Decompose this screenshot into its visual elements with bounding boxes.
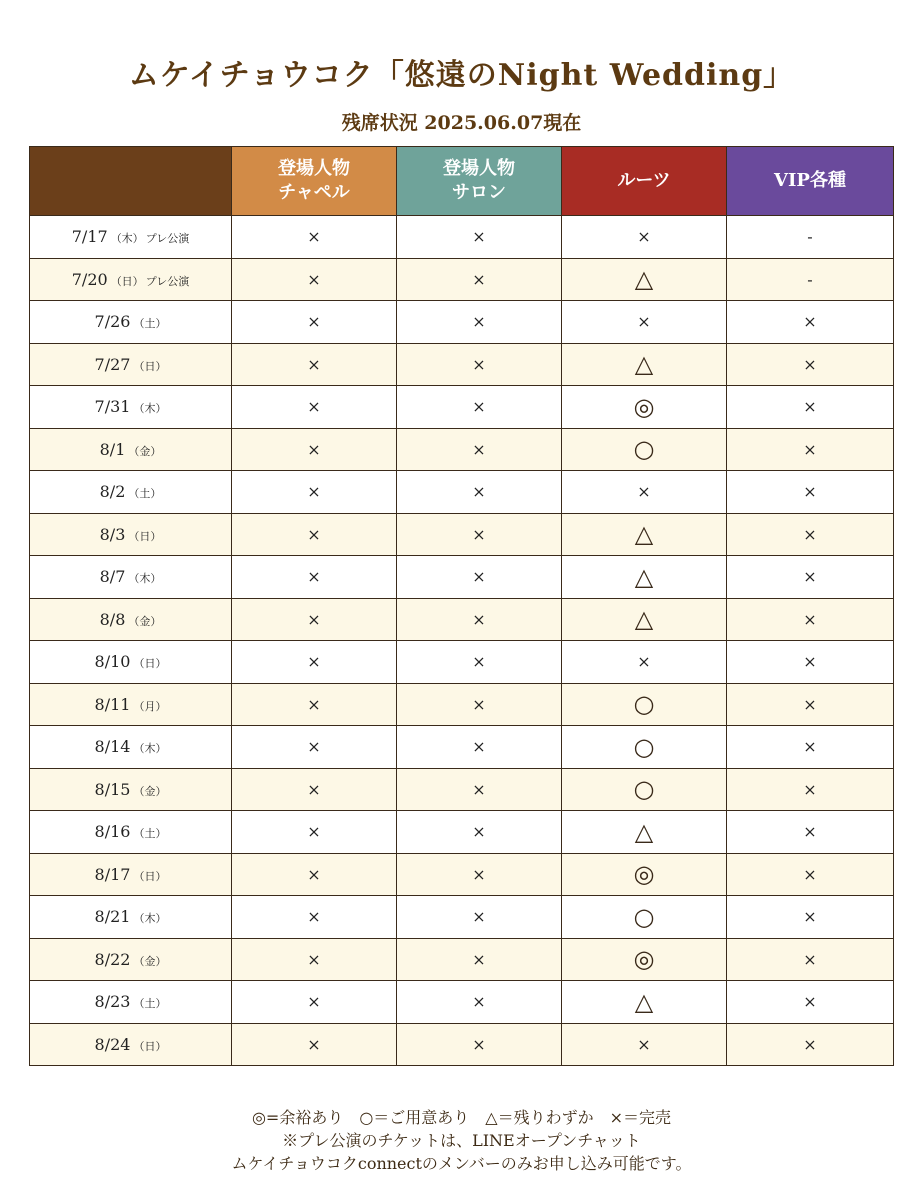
day-of-week: （金）	[128, 614, 162, 628]
date-cell	[30, 471, 232, 514]
legend	[0, 1106, 923, 1175]
date-cell	[30, 683, 232, 726]
status-cell-roots: ×	[562, 1023, 727, 1066]
status-cell-chapel: ×	[232, 428, 397, 471]
header-salon-line1: 登場人物	[443, 158, 515, 179]
status-cell-roots: △	[562, 981, 727, 1024]
status-cell-salon: ×	[397, 471, 562, 514]
status-cell-salon: ×	[397, 513, 562, 556]
status-cell-vip: ×	[727, 938, 894, 981]
status-cell-chapel: ×	[232, 301, 397, 344]
date-cell	[30, 811, 232, 854]
status-cell-roots: ×	[562, 641, 727, 684]
status-cell-vip: ×	[727, 811, 894, 854]
header-chapel	[232, 147, 397, 216]
date-value: 8/22	[94, 949, 131, 969]
day-of-week: （金）	[128, 444, 162, 458]
date-value: 8/17	[94, 864, 131, 884]
status-cell-chapel: ×	[232, 726, 397, 769]
date-value: 7/27	[94, 354, 131, 374]
status-cell-chapel: ×	[232, 896, 397, 939]
header-salon	[397, 147, 562, 216]
date-cell	[30, 343, 232, 386]
status-cell-salon: ×	[397, 853, 562, 896]
status-cell-salon: ×	[397, 811, 562, 854]
date-value: 7/20	[71, 269, 108, 289]
table-row	[30, 513, 894, 556]
date-cell	[30, 386, 232, 429]
table-row	[30, 768, 894, 811]
status-cell-salon: ×	[397, 896, 562, 939]
status-cell-salon: ×	[397, 556, 562, 599]
status-cell-chapel: ×	[232, 938, 397, 981]
date-cell	[30, 428, 232, 471]
status-cell-chapel: ×	[232, 683, 397, 726]
status-cell-roots: ◎	[562, 386, 727, 429]
date-cell	[30, 258, 232, 301]
table-header-row	[30, 147, 894, 216]
table-row	[30, 301, 894, 344]
status-cell-chapel: ×	[232, 343, 397, 386]
status-cell-roots: ×	[562, 301, 727, 344]
table-row	[30, 1023, 894, 1066]
table-row	[30, 726, 894, 769]
legend-symbols: ◎=余裕あり ○＝ご用意あり △＝残りわずか ×＝完売	[251, 1108, 672, 1127]
status-cell-chapel: ×	[232, 768, 397, 811]
status-cell-roots: ◎	[562, 853, 727, 896]
status-cell-roots: △	[562, 598, 727, 641]
status-cell-vip: ×	[727, 301, 894, 344]
status-cell-salon: ×	[397, 343, 562, 386]
status-cell-vip: ×	[727, 981, 894, 1024]
status-cell-chapel: ×	[232, 853, 397, 896]
header-chapel-line1: 登場人物	[278, 158, 350, 179]
status-cell-salon: ×	[397, 1023, 562, 1066]
header-chapel-line2: チャペル	[278, 182, 350, 203]
status-cell-salon: ×	[397, 768, 562, 811]
day-of-week: （木）	[110, 232, 144, 246]
table-row	[30, 641, 894, 684]
header-vip-label: VIP各種	[774, 170, 846, 191]
day-of-week: （日）	[133, 657, 167, 671]
status-cell-salon: ×	[397, 598, 562, 641]
status-cell-roots: ○	[562, 683, 727, 726]
date-value: 8/3	[99, 524, 126, 544]
day-of-week: （土）	[133, 997, 167, 1011]
day-of-week: （土）	[133, 317, 167, 331]
day-of-week: （土）	[133, 827, 167, 841]
status-cell-chapel: ×	[232, 981, 397, 1024]
status-cell-chapel: ×	[232, 598, 397, 641]
status-cell-roots: △	[562, 343, 727, 386]
date-value: 7/17	[71, 227, 108, 247]
date-value: 8/23	[94, 992, 131, 1012]
date-value: 8/14	[94, 737, 131, 757]
status-cell-salon: ×	[397, 428, 562, 471]
day-of-week: （土）	[128, 487, 162, 501]
date-cell	[30, 938, 232, 981]
day-of-week: （木）	[133, 742, 167, 756]
day-of-week: （木）	[133, 912, 167, 926]
table-row	[30, 386, 894, 429]
date-value: 8/16	[94, 822, 131, 842]
status-cell-roots: △	[562, 513, 727, 556]
status-cell-roots: △	[562, 556, 727, 599]
day-of-week: （月）	[133, 699, 167, 713]
status-cell-roots: △	[562, 258, 727, 301]
table-row	[30, 853, 894, 896]
date-cell	[30, 556, 232, 599]
date-cell	[30, 853, 232, 896]
day-of-week: （金）	[133, 784, 167, 798]
status-cell-vip: ×	[727, 471, 894, 514]
date-cell	[30, 641, 232, 684]
day-of-week: （日）	[128, 529, 162, 543]
table-row	[30, 598, 894, 641]
status-cell-chapel: ×	[232, 556, 397, 599]
status-cell-vip: -	[727, 258, 894, 301]
status-cell-salon: ×	[397, 981, 562, 1024]
date-value: 8/21	[94, 907, 131, 927]
pre-show-note: プレ公演	[145, 232, 190, 246]
status-cell-salon: ×	[397, 683, 562, 726]
date-value: 7/26	[94, 312, 131, 332]
status-cell-chapel: ×	[232, 386, 397, 429]
day-of-week: （日）	[133, 359, 167, 373]
day-of-week: （日）	[133, 869, 167, 883]
status-cell-vip: ×	[727, 1023, 894, 1066]
status-cell-vip: ×	[727, 683, 894, 726]
status-cell-chapel: ×	[232, 641, 397, 684]
date-value: 8/2	[99, 482, 126, 502]
table-row	[30, 556, 894, 599]
pre-show-note: プレ公演	[145, 274, 190, 288]
status-cell-vip: ×	[727, 726, 894, 769]
day-of-week: （金）	[133, 954, 167, 968]
status-cell-vip: ×	[727, 598, 894, 641]
status-cell-roots: ○	[562, 726, 727, 769]
table-row	[30, 938, 894, 981]
header-vip	[727, 147, 894, 216]
day-of-week: （木）	[128, 572, 162, 586]
table-row	[30, 811, 894, 854]
date-value: 8/24	[94, 1034, 131, 1054]
status-cell-chapel: ×	[232, 471, 397, 514]
status-cell-vip: ×	[727, 343, 894, 386]
table-row	[30, 428, 894, 471]
status-cell-vip: ×	[727, 556, 894, 599]
date-value: 8/15	[94, 779, 131, 799]
header-corner	[30, 147, 232, 216]
table-row	[30, 896, 894, 939]
date-value: 8/8	[99, 609, 126, 629]
date-value: 8/10	[94, 652, 131, 672]
status-cell-salon: ×	[397, 641, 562, 684]
header-roots-label: ルーツ	[617, 170, 671, 191]
status-cell-salon: ×	[397, 938, 562, 981]
table-row	[30, 343, 894, 386]
status-cell-roots: ○	[562, 896, 727, 939]
status-cell-vip: ×	[727, 896, 894, 939]
status-cell-chapel: ×	[232, 216, 397, 259]
header-salon-line2: サロン	[452, 182, 506, 203]
page-subtitle: 残席状況 2025.06.07現在	[341, 112, 582, 134]
availability-table	[29, 146, 894, 1066]
status-cell-vip: ×	[727, 853, 894, 896]
table-body	[30, 216, 894, 1066]
legend-note-2: ムケイチョウコクconnectのメンバーのみお申し込み可能です。	[231, 1154, 692, 1173]
date-cell	[30, 598, 232, 641]
status-cell-roots: ○	[562, 768, 727, 811]
status-cell-chapel: ×	[232, 1023, 397, 1066]
status-cell-vip: ×	[727, 641, 894, 684]
page-title: ムケイチョウコク「悠遠のNight Wedding」	[128, 58, 795, 93]
status-cell-chapel: ×	[232, 811, 397, 854]
date-value: 8/1	[99, 439, 126, 459]
status-cell-roots: ◎	[562, 938, 727, 981]
status-cell-chapel: ×	[232, 258, 397, 301]
status-cell-roots: ×	[562, 216, 727, 259]
date-value: 8/7	[99, 567, 126, 587]
table-row	[30, 216, 894, 259]
day-of-week: （日）	[133, 1039, 167, 1053]
status-cell-vip: ×	[727, 428, 894, 471]
table-row	[30, 981, 894, 1024]
status-cell-vip: ×	[727, 768, 894, 811]
date-cell	[30, 216, 232, 259]
status-cell-chapel: ×	[232, 513, 397, 556]
date-cell	[30, 768, 232, 811]
table-row	[30, 471, 894, 514]
status-cell-vip: ×	[727, 513, 894, 556]
status-cell-salon: ×	[397, 258, 562, 301]
date-cell	[30, 513, 232, 556]
date-cell	[30, 726, 232, 769]
status-cell-vip: ×	[727, 386, 894, 429]
date-cell	[30, 896, 232, 939]
day-of-week: （日）	[110, 274, 144, 288]
status-cell-vip: -	[727, 216, 894, 259]
header-roots	[562, 147, 727, 216]
legend-note-1: ※プレ公演のチケットは、LINEオープンチャット	[282, 1131, 641, 1150]
date-cell	[30, 1023, 232, 1066]
status-cell-roots: △	[562, 811, 727, 854]
date-cell	[30, 981, 232, 1024]
table-row	[30, 258, 894, 301]
status-cell-salon: ×	[397, 386, 562, 429]
date-value: 8/11	[94, 694, 131, 714]
date-cell	[30, 301, 232, 344]
day-of-week: （木）	[133, 402, 167, 416]
status-cell-salon: ×	[397, 216, 562, 259]
table-row	[30, 683, 894, 726]
status-cell-roots: ×	[562, 471, 727, 514]
status-cell-roots: ○	[562, 428, 727, 471]
status-cell-salon: ×	[397, 726, 562, 769]
date-value: 7/31	[94, 397, 131, 417]
status-cell-salon: ×	[397, 301, 562, 344]
